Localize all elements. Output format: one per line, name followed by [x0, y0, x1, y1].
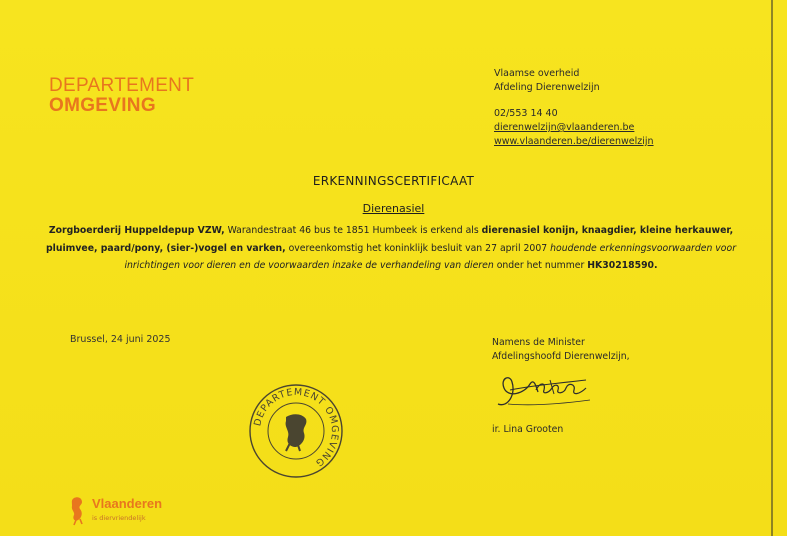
- signatory-line1: Namens de Minister: [492, 337, 585, 348]
- handwritten-signature: [490, 364, 600, 414]
- signatory-name: ir. Lina Grooten: [492, 424, 564, 435]
- page-edge: [771, 0, 773, 536]
- department-line1: DEPARTEMENT: [49, 75, 195, 96]
- sender-division: Afdeling Dierenwelzijn: [494, 82, 600, 93]
- entity-name: Zorgboerderij Huppeldepup VZW,: [48, 225, 225, 236]
- signatory-line2: Afdelingshoofd Dierenwelzijn,: [492, 351, 630, 362]
- certificate-subtitle: Dierenasiel: [362, 202, 425, 215]
- place-date: Brussel, 24 juni 2025: [70, 334, 171, 345]
- seal-text: DEPARTEMENT OMGEVING: [252, 386, 341, 469]
- sender-phone: 02/553 14 40: [494, 108, 558, 119]
- recognition-category: dierenasiel konijn, knaagdier, kleine herkauwer, pluimvee, paard/pony, (sier-)vogel en varken,: [46, 225, 734, 254]
- department-logo: [49, 76, 194, 116]
- sender-block: [494, 67, 654, 149]
- flemish-lion-icon: [286, 414, 307, 451]
- sender-org: Vlaamse overheid: [494, 68, 580, 79]
- sender-website-link[interactable]: www.vlaanderen.be/dierenwelzijn: [494, 136, 654, 147]
- recognition-number: HK30218590.: [587, 260, 658, 271]
- department-line2: OMGEVING: [49, 95, 156, 116]
- entity-address: Warandestraat 46 bus te 1851 Humbeek is erkend als: [224, 225, 482, 236]
- signatory-block: [492, 336, 630, 364]
- department-seal: [246, 381, 346, 481]
- vlaanderen-wordmark: Vlaanderen: [92, 496, 163, 511]
- decree-reference: houdende erkenningsvoorwaarden voor inrichtingen voor dieren en de voorwaarden inzake de verhandeling van dieren: [124, 242, 737, 271]
- vlaanderen-tagline: is diervriendelijk: [92, 514, 146, 522]
- vlaanderen-logo: [68, 494, 178, 528]
- certificate-body: Zorgboerderij Huppeldepup VZW, Warandestraat 46 bus te 1851 Humbeek is erkend als dierenasiel konijn, knaagdier, kleine herkauwer, pluimvee, paard/pony, (sier-)vogel en varken, overeenkomstig het koninklijk besluit van 27 april 2007 houdende erkenningsvoorwaarden voor inrichtingen voor dieren en de voorwaarden inzake de verhandeling van dieren onder het nummer HK30218590.: [46, 225, 737, 271]
- flemish-lion-icon: [68, 494, 88, 526]
- certificate-title: ERKENNINGSCERTIFICAAT: [312, 174, 475, 188]
- sender-email-link[interactable]: dierenwelzijn@vlaanderen.be: [494, 122, 635, 133]
